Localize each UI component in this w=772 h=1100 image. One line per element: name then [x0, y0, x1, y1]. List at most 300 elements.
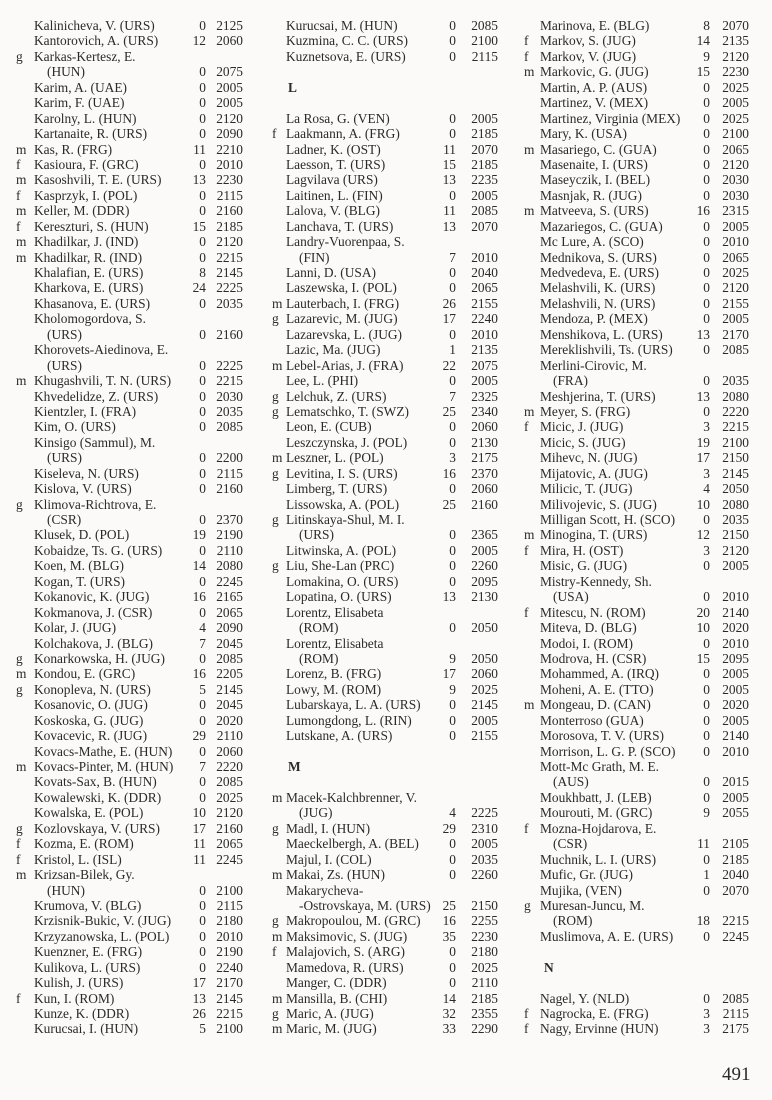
player-name: Krumova, V. (BLG)	[34, 897, 142, 913]
index-entry	[252, 188, 502, 203]
games-count: 0	[199, 542, 206, 558]
rating: 2100	[471, 33, 498, 49]
games-count: 0	[449, 542, 456, 558]
games-count: 0	[199, 512, 206, 527]
rating: 2035	[216, 403, 243, 419]
index-entry	[0, 589, 250, 604]
rating: 2085	[216, 650, 243, 666]
player-name: Lorentz, Elisabeta	[286, 604, 384, 620]
games-count: 0	[449, 33, 456, 49]
index-entry	[0, 991, 250, 1006]
index-entry	[0, 250, 250, 265]
rating: 2020	[722, 697, 749, 713]
player-name: Laakmann, A. (FRG)	[286, 126, 400, 142]
games-count: 14	[696, 33, 710, 49]
index-entry	[0, 774, 250, 789]
letter-label: M	[288, 759, 301, 774]
index-entry-continuation	[252, 898, 502, 913]
games-count: 0	[199, 959, 206, 975]
index-entry	[252, 389, 502, 404]
games-count: 0	[449, 867, 456, 883]
player-name: Muchnik, L. I. (URS)	[540, 851, 657, 867]
games-count: 0	[199, 373, 206, 389]
games-count: 0	[449, 280, 456, 296]
index-entry	[252, 265, 502, 280]
section-letter-heading	[252, 759, 502, 774]
games-count: 17	[442, 311, 456, 327]
index-entry	[0, 713, 250, 728]
rating: 2065	[216, 836, 243, 852]
index-entry	[252, 682, 502, 697]
index-entry	[0, 929, 250, 944]
player-name: Liu, She-Lan (PRC)	[286, 558, 395, 574]
games-count: 17	[192, 820, 206, 836]
index-entry	[252, 713, 502, 728]
index-entry	[0, 1021, 250, 1036]
index-entry-continuation	[0, 512, 250, 527]
games-count: 0	[199, 928, 206, 944]
games-count: 0	[199, 573, 206, 589]
games-count: 1	[449, 342, 456, 358]
player-name: Moheni, A. E. (TTO)	[540, 681, 654, 697]
index-entry	[0, 527, 250, 542]
player-name: Kowalska, E. (POL)	[34, 805, 144, 821]
index-entry	[252, 1021, 502, 1036]
index-entry	[0, 49, 250, 64]
player-name: Majul, I. (COL)	[286, 851, 372, 867]
index-entry	[504, 759, 754, 774]
rating: 2075	[216, 64, 243, 80]
games-count: 0	[199, 897, 206, 913]
rating: 2120	[216, 234, 243, 250]
games-count: 0	[703, 172, 710, 188]
index-entry	[504, 404, 754, 419]
games-count: 8	[703, 18, 710, 33]
rating: 2090	[216, 620, 243, 636]
player-name: Mongeau, D. (CAN)	[540, 697, 651, 713]
rating: 2030	[722, 187, 749, 203]
rating: 2145	[216, 990, 243, 1006]
games-count: 0	[449, 975, 456, 991]
games-count: 10	[696, 496, 710, 512]
player-name: Kasoshvili, T. E. (URS)	[34, 172, 162, 188]
title-marker: g	[16, 650, 23, 666]
player-name-continued: (URS)	[299, 527, 334, 543]
player-name: Mc Lure, A. (SCO)	[540, 234, 644, 250]
title-marker: g	[272, 388, 279, 404]
player-name: Masenaite, I. (URS)	[540, 156, 648, 172]
rating: 2075	[471, 357, 498, 373]
rating: 2050	[471, 620, 498, 636]
rating: 2005	[722, 681, 749, 697]
rating: 2110	[471, 975, 498, 991]
games-count: 0	[449, 836, 456, 852]
index-entry	[252, 883, 502, 898]
player-name: Mijatovic, A. (JUG)	[540, 465, 648, 481]
index-entry	[0, 203, 250, 218]
player-name: Mamedova, R. (URS)	[286, 959, 404, 975]
games-count: 0	[703, 249, 710, 265]
section-letter-heading	[252, 80, 502, 95]
games-count: 4	[703, 481, 710, 497]
rating: 2215	[216, 1006, 243, 1021]
games-count: 0	[199, 357, 206, 373]
index-entry	[0, 95, 250, 110]
player-name: Kolar, J. (JUG)	[34, 620, 117, 636]
games-count: 0	[449, 434, 456, 450]
rating: 2085	[216, 419, 243, 435]
rating: 2150	[722, 527, 749, 543]
index-entry	[504, 620, 754, 635]
index-entry	[0, 682, 250, 697]
player-name: Nagel, Y. (NLD)	[540, 990, 630, 1006]
player-name: Mednikova, S. (URS)	[540, 249, 657, 265]
games-count: 0	[449, 419, 456, 435]
rating: 2010	[722, 589, 749, 605]
games-count: 24	[192, 280, 206, 296]
games-count: 25	[442, 403, 456, 419]
games-count: 18	[696, 913, 710, 929]
rating: 2115	[722, 1006, 749, 1021]
games-count: 0	[449, 697, 456, 713]
rating: 2120	[722, 156, 749, 172]
rating: 2135	[722, 33, 749, 49]
index-entry	[0, 620, 250, 635]
index-entry	[0, 836, 250, 851]
player-name: Keller, M. (DDR)	[34, 203, 130, 219]
player-name-continued: (USA)	[553, 589, 589, 605]
rating: 2185	[216, 218, 243, 234]
title-marker: g	[272, 1006, 279, 1021]
player-name: Karim, F. (UAE)	[34, 95, 125, 111]
player-name: Martin, A. P. (AUS)	[540, 79, 648, 95]
games-count: 32	[442, 1006, 456, 1021]
rating: 2130	[471, 589, 498, 605]
index-entry	[504, 111, 754, 126]
games-count: 0	[703, 728, 710, 744]
games-count: 11	[193, 851, 206, 867]
player-name: Kiseleva, N. (URS)	[34, 465, 139, 481]
index-entry	[0, 574, 250, 589]
player-name: Kurucsai, M. (HUN)	[286, 18, 398, 33]
rating: 2005	[722, 789, 749, 805]
player-name: Kalinicheva, V. (URS)	[34, 18, 155, 33]
index-entry	[252, 280, 502, 295]
rating: 2245	[722, 928, 749, 944]
title-marker: g	[272, 512, 279, 527]
rating: 2100	[216, 1021, 243, 1037]
games-count: 3	[703, 1021, 710, 1037]
index-entry	[504, 296, 754, 311]
player-name-continued: -Ostrovskaya, M. (URS)	[299, 897, 431, 913]
index-entry	[0, 805, 250, 820]
index-entry	[504, 389, 754, 404]
title-marker: f	[524, 419, 529, 435]
player-name: Modrova, H. (CSR)	[540, 650, 647, 666]
games-count: 13	[442, 218, 456, 234]
rating: 2205	[216, 666, 243, 682]
rating: 2115	[216, 465, 243, 481]
player-name: Maric, A. (JUG)	[286, 1006, 374, 1021]
title-marker: g	[16, 48, 23, 64]
player-name: Laesson, T. (URS)	[286, 156, 386, 172]
player-name: Konarkowska, H. (JUG)	[34, 650, 165, 666]
index-entry	[252, 203, 502, 218]
title-marker: m	[16, 141, 27, 157]
player-name: Kun, I. (ROM)	[34, 990, 115, 1006]
index-entry	[0, 265, 250, 280]
rating: 2325	[471, 388, 498, 404]
player-name: Khasanova, E. (URS)	[34, 295, 151, 311]
player-name: Modoi, I. (ROM)	[540, 635, 633, 651]
index-entry	[504, 558, 754, 573]
index-entry	[252, 342, 502, 357]
player-name: Kholomogordova, S.	[34, 311, 146, 327]
player-name: Kereszturi, S. (HUN)	[34, 218, 149, 234]
title-marker: g	[272, 465, 279, 481]
index-entry-continuation	[252, 527, 502, 542]
rating: 2155	[471, 728, 498, 744]
index-entry	[0, 975, 250, 990]
index-entry	[252, 358, 502, 373]
index-entry	[504, 435, 754, 450]
games-count: 0	[199, 249, 206, 265]
rating: 2010	[216, 928, 243, 944]
games-count: 0	[703, 141, 710, 157]
player-name: Kuenzner, E. (FRG)	[34, 944, 143, 960]
games-count: 4	[199, 620, 206, 636]
index-entry	[0, 404, 250, 419]
index-entry	[252, 821, 502, 836]
player-name: Monterroso (GUA)	[540, 712, 644, 728]
rating: 2005	[722, 218, 749, 234]
games-count: 0	[449, 481, 456, 497]
index-entry	[0, 867, 250, 882]
index-entry	[504, 867, 754, 882]
player-name: Meyer, S. (FRG)	[540, 403, 631, 419]
rating: 2080	[722, 388, 749, 404]
games-count: 5	[199, 1021, 206, 1037]
games-count: 11	[193, 141, 206, 157]
index-entry	[252, 574, 502, 589]
index-entry-continuation	[252, 250, 502, 265]
player-name: Minogina, T. (URS)	[540, 527, 648, 543]
index-entry	[504, 64, 754, 79]
player-name: Lebel-Arias, J. (FRA)	[286, 357, 404, 373]
index-entry	[504, 358, 754, 373]
player-name: Martinez, V. (MEX)	[540, 95, 649, 111]
games-count: 0	[199, 650, 206, 666]
index-entry	[0, 389, 250, 404]
games-count: 9	[703, 805, 710, 821]
index-entry	[504, 666, 754, 681]
index-entry	[0, 157, 250, 172]
player-name-continued: (FRA)	[553, 373, 588, 389]
rating: 2215	[722, 419, 749, 435]
player-name: Lalova, V. (BLG)	[286, 203, 380, 219]
player-name: Macek-Kalchbrenner, V.	[286, 789, 417, 805]
player-name: Ladner, K. (OST)	[286, 141, 381, 157]
games-count: 0	[199, 419, 206, 435]
index-entry	[252, 157, 502, 172]
rating: 2005	[216, 79, 243, 95]
rating: 2225	[216, 357, 243, 373]
rating: 2145	[216, 681, 243, 697]
index-entry	[504, 157, 754, 172]
player-name: Markov, V. (JUG)	[540, 48, 637, 64]
rating: 2025	[722, 79, 749, 95]
title-marker: g	[272, 558, 279, 574]
player-name: Krzyzanowska, L. (POL)	[34, 928, 170, 944]
index-entry	[0, 898, 250, 913]
rating: 2025	[471, 681, 498, 697]
index-entry	[252, 944, 502, 959]
rating: 2165	[216, 589, 243, 605]
games-count: 14	[442, 990, 456, 1006]
games-count: 0	[449, 959, 456, 975]
player-name: Morosova, T. V. (URS)	[540, 728, 664, 744]
rating: 2085	[471, 203, 498, 219]
games-count: 0	[703, 156, 710, 172]
index-entry	[504, 805, 754, 820]
games-count: 0	[703, 774, 710, 790]
games-count: 0	[199, 126, 206, 142]
title-marker: m	[16, 172, 27, 188]
index-entry	[0, 172, 250, 187]
games-count: 0	[703, 265, 710, 280]
player-name: Nagrocka, E. (FRG)	[540, 1006, 649, 1021]
title-marker: f	[16, 218, 21, 234]
title-marker: g	[16, 820, 23, 836]
rating: 2070	[471, 218, 498, 234]
index-entry	[252, 836, 502, 851]
games-count: 0	[449, 620, 456, 636]
rating: 2010	[471, 249, 498, 265]
player-name-continued: (CSR)	[553, 836, 588, 852]
games-count: 0	[703, 110, 710, 126]
games-count: 0	[703, 403, 710, 419]
games-count: 0	[199, 697, 206, 713]
games-count: 0	[199, 481, 206, 497]
player-name-continued: (HUN)	[47, 64, 85, 80]
rating: 2155	[722, 295, 749, 311]
games-count: 12	[192, 33, 206, 49]
section-gap	[252, 744, 502, 759]
index-entry	[252, 867, 502, 882]
index-entry	[0, 219, 250, 234]
player-name-continued: (ROM)	[299, 620, 339, 636]
index-entry	[504, 543, 754, 558]
games-count: 0	[703, 851, 710, 867]
rating: 2310	[471, 820, 498, 836]
rating: 2370	[471, 465, 498, 481]
player-name: Martinez, Virginia (MEX)	[540, 110, 681, 126]
games-count: 0	[199, 156, 206, 172]
index-column-3	[504, 18, 754, 1037]
player-name: Khvedelidze, Z. (URS)	[34, 388, 159, 404]
games-count: 16	[192, 589, 206, 605]
index-entry	[0, 666, 250, 681]
player-name: La Rosa, G. (VEN)	[286, 110, 390, 126]
player-name: Medvedeva, E. (URS)	[540, 265, 659, 280]
index-entry	[504, 142, 754, 157]
player-name: Kartanaite, R. (URS)	[34, 126, 148, 142]
index-entry-continuation	[504, 913, 754, 928]
games-count: 11	[443, 141, 456, 157]
rating: 2110	[216, 728, 243, 744]
index-column-2	[252, 18, 502, 1037]
games-count: 0	[199, 774, 206, 790]
games-count: 11	[697, 836, 710, 852]
player-name: Masnjak, R. (JUG)	[540, 187, 642, 203]
games-count: 9	[449, 681, 456, 697]
index-entry	[504, 883, 754, 898]
player-name: Kharkova, E. (URS)	[34, 280, 144, 296]
index-entry	[0, 373, 250, 388]
rating: 2175	[722, 1021, 749, 1037]
rating: 2200	[216, 450, 243, 466]
player-name: Lumongdong, L. (RIN)	[286, 712, 412, 728]
games-count: 0	[449, 48, 456, 64]
index-entry	[252, 404, 502, 419]
index-entry	[252, 975, 502, 990]
player-name: Leon, E. (CUB)	[286, 419, 372, 435]
index-entry	[0, 419, 250, 434]
rating: 2160	[216, 326, 243, 342]
player-name: Lauterbach, I. (FRG)	[286, 295, 400, 311]
section-gap	[504, 944, 754, 959]
player-name: Karkas-Kertesz, E.	[34, 48, 136, 64]
index-entry	[252, 33, 502, 48]
games-count: 0	[703, 681, 710, 697]
index-entry	[0, 728, 250, 743]
player-name-continued: (AUS)	[553, 774, 589, 790]
index-entry	[0, 342, 250, 357]
index-entry	[504, 651, 754, 666]
rating: 2130	[471, 434, 498, 450]
index-entry	[0, 697, 250, 712]
rating: 2010	[216, 156, 243, 172]
index-entry	[0, 18, 250, 33]
title-marker: f	[524, 1021, 529, 1037]
player-name: Kinsigo (Sammul), M.	[34, 434, 156, 450]
index-entry	[0, 142, 250, 157]
index-entry	[0, 913, 250, 928]
player-name: Kim, O. (URS)	[34, 419, 116, 435]
rating: 2025	[722, 110, 749, 126]
index-entry-continuation	[0, 883, 250, 898]
games-count: 3	[703, 419, 710, 435]
rating: 2095	[722, 650, 749, 666]
games-count: 16	[192, 666, 206, 682]
index-entry	[0, 280, 250, 295]
games-count: 0	[199, 79, 206, 95]
games-count: 0	[703, 589, 710, 605]
index-entry	[504, 790, 754, 805]
index-entry-continuation	[0, 450, 250, 465]
title-marker: g	[272, 311, 279, 327]
rating: 2160	[471, 496, 498, 512]
player-name-continued: (ROM)	[299, 650, 339, 666]
rating: 2155	[471, 295, 498, 311]
index-entry	[0, 759, 250, 774]
player-name: Melashvili, K. (URS)	[540, 280, 656, 296]
rating: 2125	[216, 18, 243, 33]
games-count: 22	[442, 357, 456, 373]
index-entry	[0, 33, 250, 48]
index-entry	[0, 944, 250, 959]
player-name: Kuznetsova, E. (URS)	[286, 48, 406, 64]
